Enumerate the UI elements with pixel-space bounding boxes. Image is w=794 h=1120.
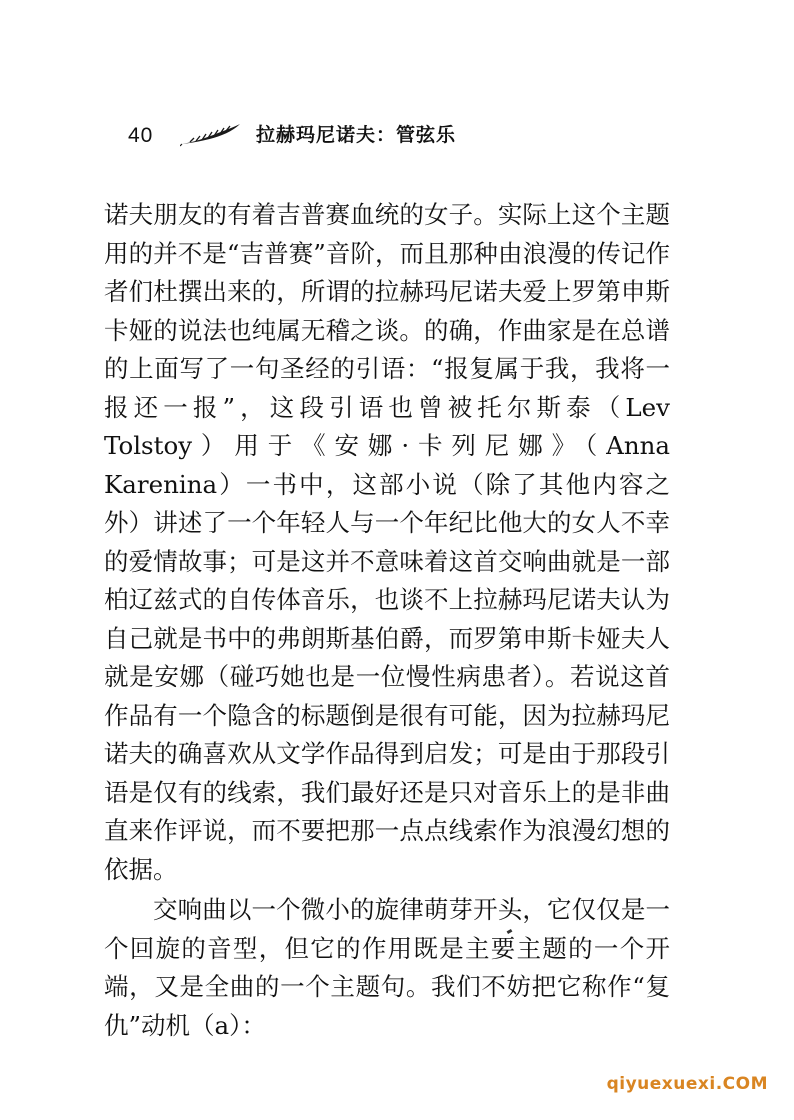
paragraph-2: 交响曲以一个微小的旋律萌芽开头，它仅仅是一个回旋的音型，但它的作用既是主要主题的一个开端，又是全曲的一个主题句。我们不妨把它称作“复仇”动机（a）： <box>104 895 670 1040</box>
paragraph-1: 诺夫朋友的有着吉普赛血统的女子。实际上这个主题用的并不是“吉普赛”音阶，而且那种由浪漫的传记作者们杜撰出来的，所谓的拉赫玛尼诺夫爱上罗第申斯卡娅的说法也纯属无稽之谈。的确，作曲家是在总谱的上面写了一句圣经的引语：“报复属于我，我将一报还一报”，这段引语也曾被托尔斯泰（Lev Tolstoy）用于《安娜·卡列尼娜》（Anna Karenina）一书中，这部小说（除了其他内容之外）讲述了一个年轻人与一个年纪比他大的女人不幸的爱情故事；可是这并不意味着这首交响曲就是一部柏辽兹式的自传体音乐，也谈不上拉赫玛尼诺夫认为自己就是书中的弗朗斯基伯爵，而罗第申斯卡娅夫人就是安娜（碰巧她也是一位慢性病患者）。若说这首作品有一个隐含的标题倒是很有可能，因为拉赫玛尼诺夫的确喜欢从文学作品得到启发；可是由于那段引语是仅有的线索，我们最好还是只对音乐上的是非曲直来作评说，而不要把那一点点线索作为浪漫幻想的依据。 <box>104 200 670 884</box>
site-watermark: qiyuexuexi.COM <box>606 1074 768 1094</box>
body-text <box>104 196 670 1045</box>
page-number: 40 <box>128 124 154 147</box>
running-title: 拉赫玛尼诺夫：管弦乐 <box>256 124 457 146</box>
quill-feather-icon <box>180 122 242 148</box>
page-header <box>128 112 548 152</box>
